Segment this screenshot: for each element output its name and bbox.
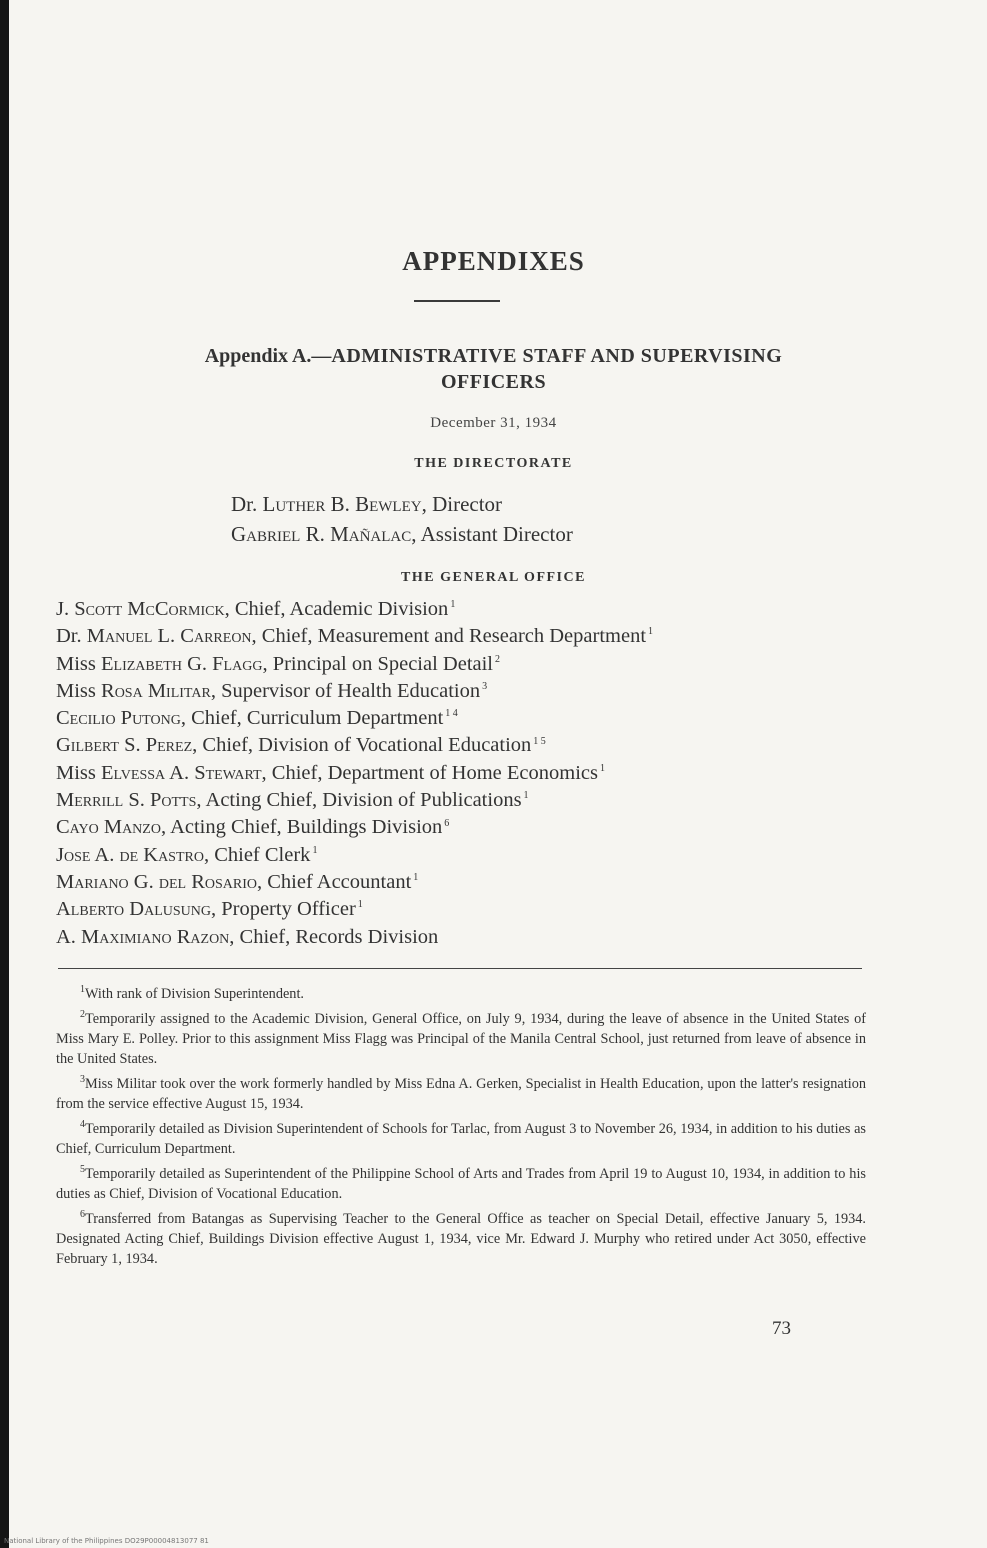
list-item (56, 732, 653, 759)
footnote-ref: 3 (482, 681, 488, 693)
appendix-heading-line2: OFFICERS (440, 371, 547, 393)
footnote (56, 1164, 866, 1204)
officer-name: J. Scott McCormick (56, 598, 225, 620)
officer-name: Cecilio Putong (56, 707, 181, 730)
title-divider (414, 300, 500, 302)
officer-role: , Chief, Curriculum Department (180, 707, 444, 730)
footnote-mark: 5 (80, 1164, 85, 1176)
officer-name: Gabriel R. Mañalac (231, 522, 412, 546)
officer-name: Luther B. Bewley (262, 492, 422, 516)
footnotes (56, 984, 866, 1274)
officer-name: Cayo Manzo (56, 816, 161, 839)
page-number: 73 (772, 1318, 791, 1339)
list-item (56, 678, 653, 705)
footnote-mark: 2 (80, 1009, 85, 1021)
officer-role: , Principal on Special Detail (262, 652, 494, 675)
footnote-text: Temporarily assigned to the Academic Division, General Office, on July 9, 1934, during the leave of absence in the United States of Miss Mary E. Polley. Prior to this assignment Miss Flagg was Principal of the Manila Central School, just returned from leave of absence in the United States. (56, 1011, 866, 1067)
footnote (56, 1209, 866, 1269)
footnote-ref: 2 (495, 653, 501, 665)
officer-role: , Assistant Director (411, 522, 573, 546)
officer-list (56, 596, 653, 951)
list-item (56, 924, 653, 951)
officer-name: Elvessa A. Stewart (101, 761, 262, 784)
footnote (56, 1119, 866, 1159)
directorate-heading: THE DIRECTORATE (414, 456, 573, 471)
officer-name: Gilbert S. Perez (56, 734, 193, 757)
title-prefix: Miss (56, 679, 102, 702)
footnote-divider (58, 968, 862, 969)
officer-name: Elizabeth G. Flagg (101, 652, 263, 675)
officer-name: A. Maximiano Razon (56, 925, 230, 948)
footnote-text: Temporarily detailed as Division Superintendent of Schools for Tarlac, from August 3 to November 26, 1934, in addition to his duties as Chief, Curriculum Department. (56, 1121, 866, 1157)
officer-role: , Acting Chief, Division of Publications (196, 789, 522, 812)
list-item (56, 760, 653, 787)
title-prefix: Dr. (231, 492, 263, 516)
footnote-mark: 3 (80, 1074, 85, 1086)
footnote-text: Temporarily detailed as Superintendent of the Philippine School of Arts and Trades from April 19 to August 10, 1934, in addition to his duties as Chief, Division of Vocational Education. (56, 1166, 866, 1202)
footnote-mark: 4 (80, 1119, 85, 1131)
appendix-heading (60, 343, 927, 395)
officer-role: , Property Officer (210, 898, 356, 921)
officer-role: , Acting Chief, Buildings Division (160, 816, 443, 839)
officer-role: , Chief Clerk (203, 843, 311, 866)
footnote-ref: 1 (450, 599, 456, 611)
officer-role: , Supervisor of Health Education (210, 679, 481, 702)
footnote-ref: 1 (648, 626, 654, 638)
footnote-ref: 1 (357, 899, 363, 911)
footnote-ref: 1 (599, 762, 605, 774)
report-date: December 31, 1934 (430, 415, 557, 431)
footnote-ref: 1 (523, 790, 529, 802)
page-title: APPENDIXES (402, 246, 585, 276)
title-prefix: Miss (56, 652, 102, 675)
list-item (56, 869, 653, 896)
officer-name: Alberto Dalusung (56, 898, 211, 921)
list-item (56, 842, 653, 869)
officer-name: Jose A. de Kastro (56, 843, 204, 866)
officer-role: , Chief, Measurement and Research Department (251, 625, 647, 648)
officer-role: , Chief, Academic Division (224, 598, 449, 620)
officer-role: , Chief, Division of Vocational Education (192, 734, 532, 757)
list-item (56, 814, 653, 841)
footnote (56, 1009, 866, 1069)
footnote-ref: 1 5 (533, 735, 546, 747)
footnote-ref: 1 (312, 844, 318, 856)
officer-role: , Director (421, 492, 503, 516)
list-item (56, 651, 653, 678)
library-watermark: National Library of the Philippines DO29P00004813077 81 (4, 1537, 209, 1545)
footnote-text: Miss Militar took over the work formerly handled by Miss Edna A. Gerken, Specialist in Health Education, upon the latter's resignation from the service effective August 15, 1934. (56, 1076, 866, 1112)
list-item (56, 705, 653, 732)
officer-name: Merrill S. Potts (56, 789, 197, 812)
list-item (56, 787, 653, 814)
footnote-ref: 1 (413, 872, 419, 884)
directorate-line (231, 492, 502, 517)
officer-name: Mariano G. del Rosario (56, 870, 257, 893)
title-prefix: Dr. (56, 625, 87, 648)
list-item (56, 596, 653, 623)
footnote (56, 984, 866, 1004)
appendix-prefix: Appendix A.— (204, 345, 332, 367)
directorate-line (231, 522, 573, 547)
officer-name: Rosa Militar (101, 679, 211, 702)
footnote-mark: 6 (80, 1209, 85, 1221)
footnote-ref: 6 (444, 817, 450, 829)
officer-role: , Chief, Records Division (229, 925, 439, 948)
footnote-mark: 1 (80, 984, 85, 996)
officer-name: Manuel L. Carreon (86, 625, 252, 648)
list-item (56, 896, 653, 923)
list-item (56, 623, 653, 650)
title-prefix: Miss (56, 761, 102, 784)
officer-role: , Chief, Department of Home Economics (261, 761, 598, 784)
footnote-text: Transferred from Batangas as Supervising Teacher to the General Office as teacher on Special Detail, effective January 5, 1934. Designated Acting Chief, Buildings Division effective August 1, 1934, vice Mr. Edward J. Murphy who retired under Act 3050, effective February 1, 1934. (56, 1211, 866, 1267)
general-office-heading: THE GENERAL OFFICE (401, 570, 586, 585)
footnote-text: With rank of Division Superintendent. (85, 986, 305, 1002)
appendix-heading-line1: ADMINISTRATIVE STAFF AND SUPERVISING (331, 345, 783, 367)
footnote (56, 1074, 866, 1114)
officer-role: , Chief Accountant (256, 870, 412, 893)
footnote-ref: 1 4 (445, 708, 458, 720)
